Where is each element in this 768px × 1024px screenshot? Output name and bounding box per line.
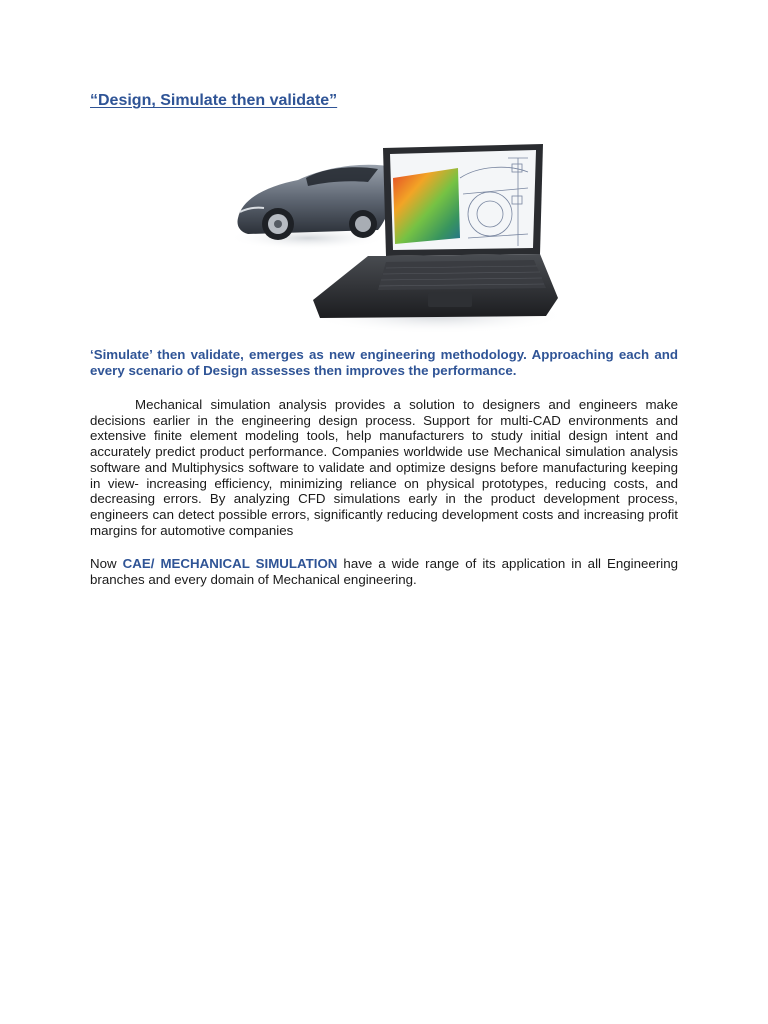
sports-car <box>237 165 403 240</box>
closing-suffix: have a wide range of its application in all Engineering branches and every domain of Mechanical engineering. <box>90 556 678 587</box>
cae-highlight: CAE/ MECHANICAL SIMULATION <box>122 556 338 571</box>
laptop-trackpad <box>428 293 472 307</box>
body-paragraph: Mechanical simulation analysis provides a solution to designers and engineers make decisions earlier in the engineering design process. Support for multi-CAD environments and extensive finite element modeling tools, help manufacturers to study initial design intent and accurately predict product performance. Companies worldwide use Mechanical simulation analysis software and Multiphysics software to validate and optimize designs before manufacturing keeping in view- increasing efficiency, minimizing reliance on physical prototypes, reducing costs, and decreasing errors. By analyzing CFD simulations early in the product development process, engineers can detect possible errors, significantly reducing development costs and increasing profit margins for automotive companies <box>90 397 678 538</box>
subheading: ‘Simulate’ then validate, emerges as new engineering methodology. Approaching each and every scenario of Design assesses then improves the performance. <box>90 347 678 378</box>
closing-prefix: Now <box>90 556 123 571</box>
closing-paragraph <box>90 556 678 588</box>
cfd-heatmap <box>393 168 460 244</box>
sports-car-laptop-illustration <box>228 138 564 336</box>
page-title: “Design, Simulate then validate” <box>90 92 338 109</box>
